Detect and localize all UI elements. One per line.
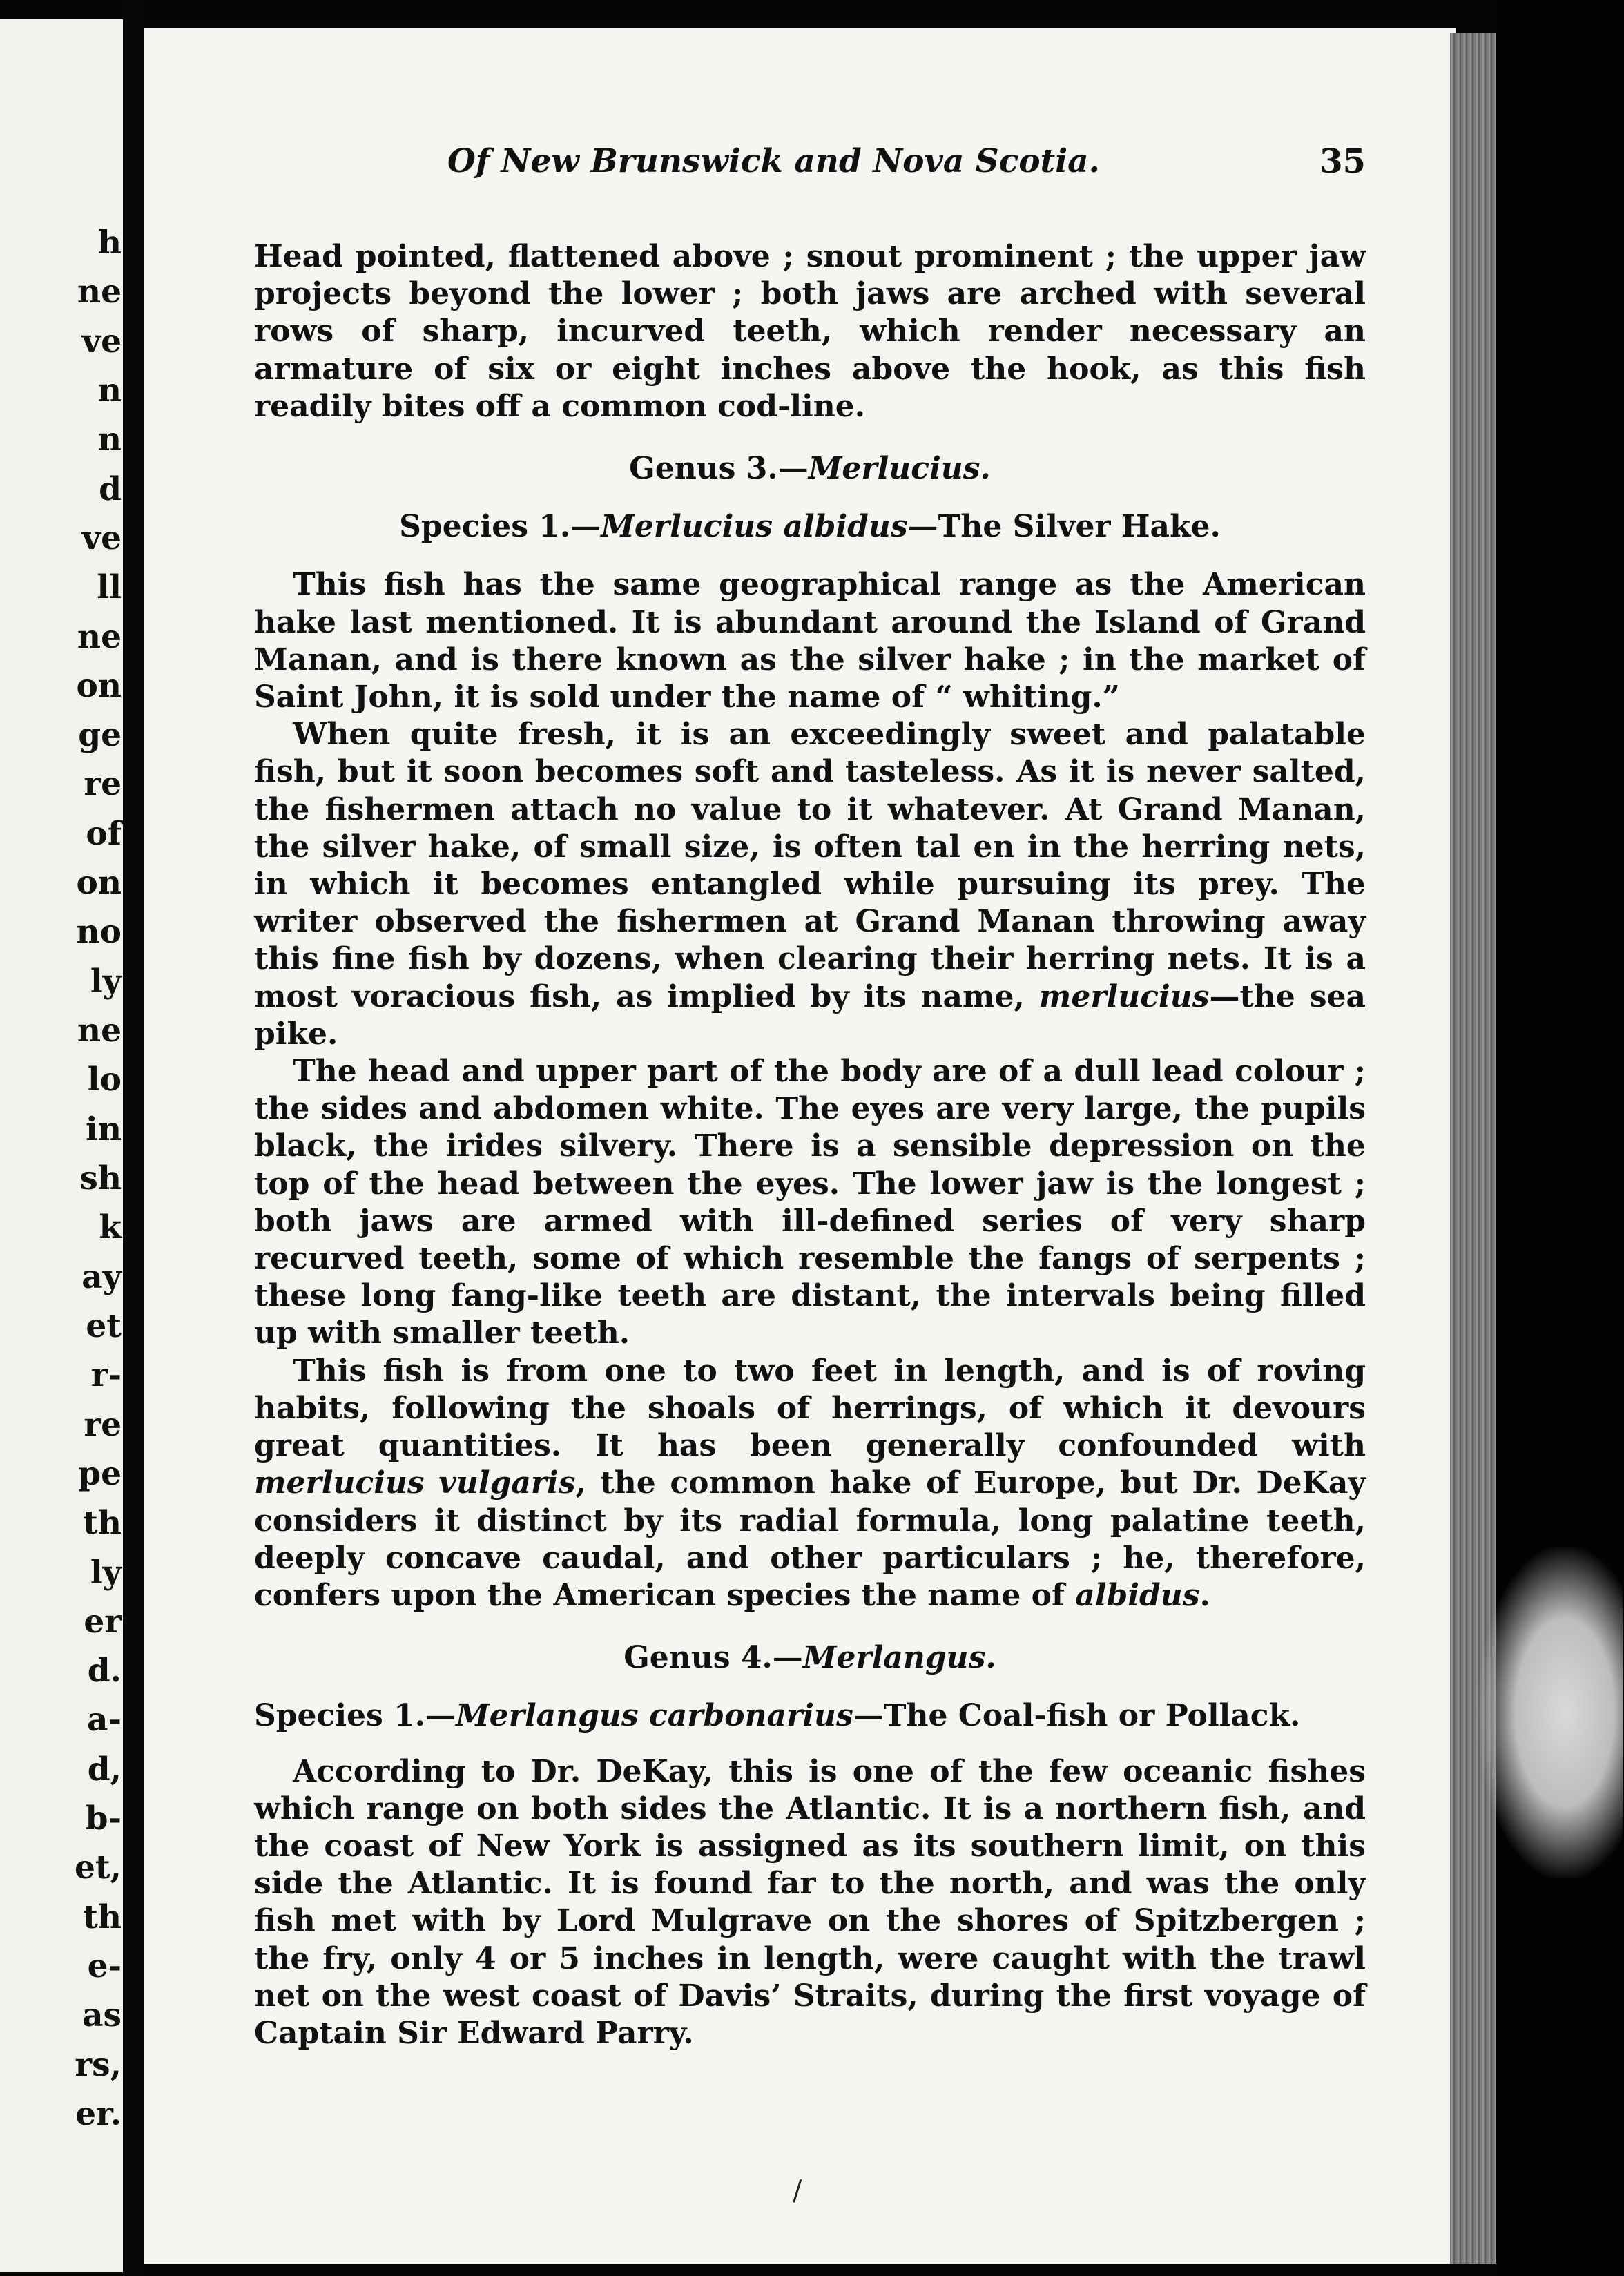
left-page-fragment: as xyxy=(82,1996,122,2035)
genus-4-prefix: Genus 4.— xyxy=(624,1640,803,1676)
italic-term: merlucius xyxy=(1038,978,1210,1014)
left-page-fragment: ly xyxy=(90,962,122,1001)
left-page-fragment: et xyxy=(86,1306,122,1345)
left-page-fragment: rs, xyxy=(75,2045,122,2084)
left-page-fragment: et, xyxy=(75,1849,122,1887)
left-page-fragment: d, xyxy=(87,1750,122,1788)
left-page-fragment: ne xyxy=(77,273,122,311)
left-page-fragment: ve xyxy=(81,519,122,557)
left-page-fragment: sh xyxy=(79,1159,122,1197)
left-page-fragment: ge xyxy=(78,716,122,755)
left-page-fragment: th xyxy=(83,1504,122,1543)
left-page-fragment: h xyxy=(97,224,122,262)
page-edge-stack xyxy=(1450,33,1496,2264)
italic-term: albidus xyxy=(1075,1577,1200,1613)
paragraph: This fish has the same geographical range as the American hake last mentioned. It is abundant around the Island of Grand Manan, and is there known as the silver hake ; in the market of Saint John, it is sold under the name of “ whiting.” xyxy=(254,567,1366,715)
left-page-fragment: er xyxy=(84,1602,122,1641)
page-header xyxy=(144,142,1456,197)
species-common-name: —The Coal-fish or Pollack. xyxy=(853,1698,1301,1734)
left-page-fragment: pe xyxy=(78,1454,122,1493)
paragraph-text: When quite fresh, it is an exceedingly sweet and palatable fish, but it soon becomes soft and tasteless. As it is never salted, the fishermen attach no value to it whatever. At Grand Manan, the silver hake, of small size, is often tal en in the herring nets, in which it becomes entangled while pursuing its prey. The writer observed the fishermen at Grand Manan throwing away this fine fish by dozens, when clearing their herring nets. It is a most voracious fish, as implied by its name, xyxy=(254,717,1366,1014)
left-page-fragment: in xyxy=(85,1110,122,1148)
italic-term: merlucius vulgaris xyxy=(254,1465,576,1501)
left-page-fragment: on xyxy=(76,666,122,705)
left-page-fragment: d xyxy=(99,470,122,508)
left-page-fragment: d. xyxy=(87,1652,122,1690)
running-head: Of New Brunswick and Nova Scotia. xyxy=(447,142,1100,180)
page-body xyxy=(254,238,1366,2052)
species-prefix: Species 1.— xyxy=(399,509,601,545)
left-page-fragment: n xyxy=(97,371,122,409)
left-page-fragment: a- xyxy=(87,1701,122,1739)
paragraph-text: . xyxy=(1199,1577,1210,1613)
book-page xyxy=(144,28,1456,2264)
species-prefix: Species 1.— xyxy=(254,1698,456,1734)
footer-mark: / xyxy=(793,2175,802,2207)
left-page-fragment: r- xyxy=(90,1356,122,1395)
left-page-fragment: e- xyxy=(87,1947,122,1986)
left-page-fragment: of xyxy=(86,814,122,853)
left-page-fragment: n xyxy=(97,421,122,459)
left-page-fragment: b- xyxy=(85,1800,122,1838)
paragraph: The head and upper part of the body are of a dull lead colour ; the sides and abdomen white. The eyes are very large, the pupils black, the irides silvery. There is a sensible depression on the top of the head between the eyes. The lower jaw is the longest ; both jaws are armed with ill-defined series of very sharp recurved teeth, some of which resemble the fangs of serpents ; these long fang-like teeth are distant, the intervals being filled up with smaller teeth. xyxy=(254,1054,1366,1351)
paragraph xyxy=(254,716,1366,1053)
left-page-fragment: k xyxy=(99,1208,122,1247)
species-merlangus-heading xyxy=(254,1697,1366,1735)
genus-3-prefix: Genus 3.— xyxy=(629,451,809,487)
left-page-fragment: ve xyxy=(81,322,122,360)
left-page-fragment: on xyxy=(76,864,122,903)
paragraph-text: This fish is from one to two feet in length, and is of roving habits, following the shoals of herrings, of which it devours great quantities. It has been generally confounded with xyxy=(254,1353,1366,1464)
left-page-fragment: ne xyxy=(77,617,122,656)
paragraph xyxy=(254,1353,1366,1614)
left-page-fragment: no xyxy=(76,913,122,952)
genus-3-name: Merlucius. xyxy=(808,451,991,487)
left-facing-page xyxy=(0,19,123,2272)
scan-background xyxy=(1496,0,1624,2276)
paragraph: According to Dr. DeKay, this is one of the few oceanic fishes which range on both sides the Atlantic. It is a northern fish, and the coast of New York is assigned as its southern limit, on this side the Atlantic. It is found far to the north, and was the only fish met with by Lord Mulgrave on the shores of Spitzbergen ; the fry, only 4 or 5 inches in length, were caught with the trawl net on the west coast of Davis’ Straits, during the first voyage of Captain Sir Edward Parry. xyxy=(254,1753,1366,2051)
species-common-name: —The Silver Hake. xyxy=(907,509,1221,545)
left-page-fragment: re xyxy=(84,1405,122,1444)
species-merlucius-heading xyxy=(254,508,1366,546)
left-page-fragment: th xyxy=(83,1898,122,1936)
species-latin-name: Merlangus carbonarius xyxy=(456,1698,853,1734)
left-page-fragment: ay xyxy=(81,1257,122,1296)
genus-3-heading xyxy=(254,450,1366,488)
left-page-fragment: ll xyxy=(97,568,122,607)
genus-4-name: Merlangus. xyxy=(802,1640,996,1676)
left-page-fragment: ne xyxy=(77,1012,122,1050)
paragraph-text: , the common hake of Europe, but Dr. DeKay considers it distinct by its radial formula, long palatine teeth, deeply concave caudal, and other particulars ; he, therefore, confers upon the American species the name of xyxy=(254,1465,1366,1613)
book-gutter xyxy=(123,0,144,2276)
left-page-fragment: ly xyxy=(90,1553,122,1592)
left-page-fragment: re xyxy=(84,765,122,804)
genus-4-heading xyxy=(254,1639,1366,1677)
torn-paper-fragment xyxy=(1478,1547,1623,1878)
left-page-fragment: er. xyxy=(75,2095,122,2133)
species-latin-name: Merlucius albidus xyxy=(601,509,908,545)
page-number: 35 xyxy=(1320,142,1366,181)
left-page-fragment: lo xyxy=(87,1061,122,1099)
paragraph-text: —the sea pike. xyxy=(254,978,1366,1052)
intro-paragraph: Head pointed, flattened above ; snout prominent ; the upper jaw projects beyond the lower ; both jaws are arched with several rows of sharp, incurved teeth, which render necessary an armature of six or eight inches above the hook, as this fish readily bites off a common cod-line. xyxy=(254,239,1366,424)
